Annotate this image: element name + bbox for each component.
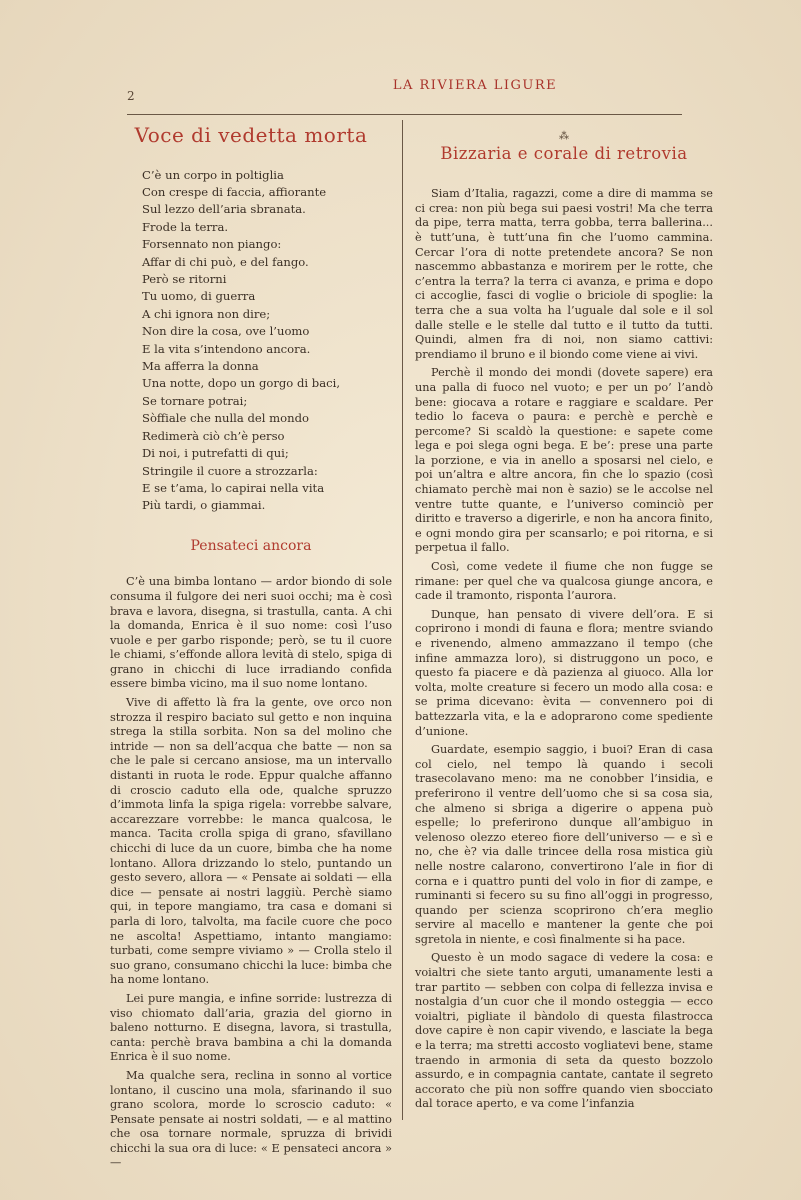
paragraph: Dunque, han pensato di vivere dell’ora. E si coprirono i mondi di fauna e flora; mentre sviando e rivenendo, almeno ammazzano il tempo (che infine ammazza loro), si distruggono un poco, e questo fa piacere e dà pazienza al giuoco. Alla lor volta, molte creature si fecero un modo alla cosa: e se prima dicevano: èvita — convennero poi di battezzarla vita, e la e adoprarono come spediente d’unione. [415,607,713,738]
poem-line: Però se ritorni [142,272,227,287]
paragraph: Questo è un modo sagace di vedere la cosa: e voialtri che siete tanto arguti, umanamente lesti a trar partito — sebben con colpa di fellezza invisa e nostalgia d’un cuor che il mondo osteggia — ecco voialtri, pigliate il bàndolo di questa filastrocca dove capire è non capir vivendo, e lasciate la bega e la terra; ma stretti accosto vogliatevi bene, stame traendo in armonia di seta da questo bozzolo assurdo, e in compagnia cantate, cantate il segreto accorato che più non soffre quando vien sbocciato dal torace aperto, e va come l’infanzia [415,951,713,1111]
paragraph: Così, come vedete il fiume che non fugge se rimane: per quel che va qualcosa giunge ancora, e cade il tramonto, risponta l’aurora. [415,560,713,603]
poem-line: Forsennato non piango: [142,237,282,252]
right-column [415,120,713,1116]
paragraph: Siam d’Italia, ragazzi, come a dire di mamma se ci crea: non più bega sui paesi vostri! Ma che terra da pipe, terra matta, terra gobba, terra ballerina... è tutt’una, è tutt’una fin che l’uomo cammina. Cercar l’ora di notte pretendete ancora? Se non nascemmo abbastanza e morirem per le rotte, che c’entra la terra? la terra ci avanza, e prima e dopo ci accoglie, fasci di voglie o briciole di spoglie: la terra che a sua volta ha l’uguale dal sole e il sol dalle stelle e le stelle dal tutto e il tutto da tutti. Quindi, almen fra di noi, non siamo cattivi: prendiamo il bruno e il biondo come viene ai vivi. [415,187,713,361]
header [120,78,680,108]
poem-line: Non dire la cosa, ove l’uomo [142,324,310,339]
poem-line: Una notte, dopo un gorgo di baci, [142,376,341,391]
poem-line: E se t’ama, lo capirai nella vita [142,480,325,495]
paragraph: C’è una bimba lontano — ardor biondo di sole consuma il fulgore dei neri suoi occhi; ma è così brava e lavora, disegna, si trastulla, canta. A chi la domanda, Enrica è il suo nome: così l’uso vuole e per garbo risponde; però, se tu il cuore le chiami, s’effonde allora levità di stelo, spiga di grano in chicchi di luce irradiando confida essere bimba vicino, ma il suo nome lontano. [110,575,392,691]
poem-line: Più tardi, o giammai. [142,498,266,513]
poem-line: Tu uomo, di guerra [142,289,256,304]
poem-line: Redimerà ciò ch’è perso [142,428,285,443]
paragraph: Guardate, esempio saggio, i buoi? Eran di casa col cielo, nel tempo là quando i secoli trasecolavano meno: ma ne conobber l’insidia, e preferirono il ventre dell’uomo che si sa cosa sia, che almeno si sbriga a digerire o appena può espelle; lo preferirono dunque all’ambiguo in velenoso olezzo etereo fiore dell’universo — e sì e no, che è? via dalle trincee della rosa mistica giù nelle nostre calarono, convertirono l’ale in fior di corna e i quattro punti del volo in fior di zampe, e ruminanti si fecero su su fino all’oggi in progresso, quando per scienza scoprirono ch’era meglio servire al macello e mantener la gente che poi sgretola in niente, e così finalmente si ha pace. [415,743,713,946]
masthead: LA RIVIERA LIGURE [392,78,558,93]
paragraph: Vive di affetto là fra la gente, ove orco non strozza il respiro baciato sul getto e non inquina strega la stilla sorbita. Non sa del molino che intride — non sa dell’acqua che batte — non sa che le pale si cercano ansiose, ma un intervallo distanti in ruota le rode. Eppur qualche affanno di croscio caduto ella ode, qualche spruzzo d’immota linfa la spiga rigela: vorrebbe salvare, accarezzare vorrebbe: le manca qualcosa, le manca. Tacita crolla spiga di grano, sfavillano chicchi di luce da un cuore, bimba che ha nome lontano. Allora drizzando lo stelo, puntando un gesto severo, allora — « Pensate ai soldati — ella dice — pensate ai nostri laggiù. Perchè siamo qui, in tepore mangiamo, tra casa e domani si parla di loro, talvolta, ma facile cuore che poco ne ascolta! Aspettiamo, intanto mangiamo: turbati, come sempre viviamo » — Crolla stelo il suo grano, consumano chicchi la luce: bimba che ha nome lontano. [110,696,392,987]
poem-line: Frode la terra. [142,219,229,234]
poem-line: Stringile il cuore a strozzarla: [142,463,318,478]
article-title: Bizzaria e corale di retrovia [440,143,688,163]
poem-title: Voce di vedetta morta [134,123,368,147]
section-ornament: ⁂ [559,131,569,142]
poem-line: Se tornare potrai; [142,393,248,408]
paragraph: Perchè il mondo dei mondi (dovete sapere) era una palla di fuoco nel vuoto; e per un po’ l’andò bene: giocava a rotare e raggiare e scaldare. Per tedio lo faceva o paura: e perchè e perchè e percome? Si scaldò la questione: e sapete come lega e poi slega ogni bega. E be’: prese una parte la porzione, e via in anello a sposarsi nel cielo, e poi un’altra e altre ancora, fin che lo spazio (così chiamato perchè mai non è sazio) se le accolse nel ventre tutte quante, e l’universo cominciò per diritto e traverso a digerirle, e non ha ancora finito, e ogni mondo gira per scansarlo; e poi ritorna, e si perpetua il fallo. [415,366,713,555]
article-subtitle: Pensateci ancora [190,537,312,554]
poem [110,167,392,515]
column-divider [402,120,403,1120]
page-number: 2 [127,89,135,103]
poem-line: Sul lezzo dell’aria sbranata. [142,202,306,217]
poem-line: Sòffiale che nulla del mondo [142,411,310,426]
poem-line: Ma afferra la donna [142,359,259,374]
left-column [110,120,392,1175]
paragraph: Ma qualche sera, reclina in sonno al vortice lontano, il cuscino una mola, sfarinando il suo grano scolora, morde lo scroscio caduto: « Pensate pensate ai nostri soldati, — e al mattino che osa tornare normale, spruzza di brividi chicchi la sua ora di luce: « E pensateci ancora » — [110,1068,392,1170]
poem-line: A chi ignora non dire; [142,306,271,321]
paragraph: Lei pure mangia, e infine sorride: lustrezza di viso chiomato dall’aria, grazia del giorno in baleno notturno. E disegna, lavora, si trastulla, canta: perchè brava bambina a chi la domanda Enrica è il suo nome. [110,991,392,1064]
poem-line: Con crespe di faccia, affiorante [142,185,327,199]
poem-line: C’è un corpo in poltiglia [142,167,284,182]
poem-line: E la vita s’intendono ancora. [142,341,311,356]
poem-line: Di noi, i putrefatti di qui; [142,446,289,461]
header-rule [127,114,682,115]
poem-line: Affar di chi può, e del fango. [142,254,309,269]
